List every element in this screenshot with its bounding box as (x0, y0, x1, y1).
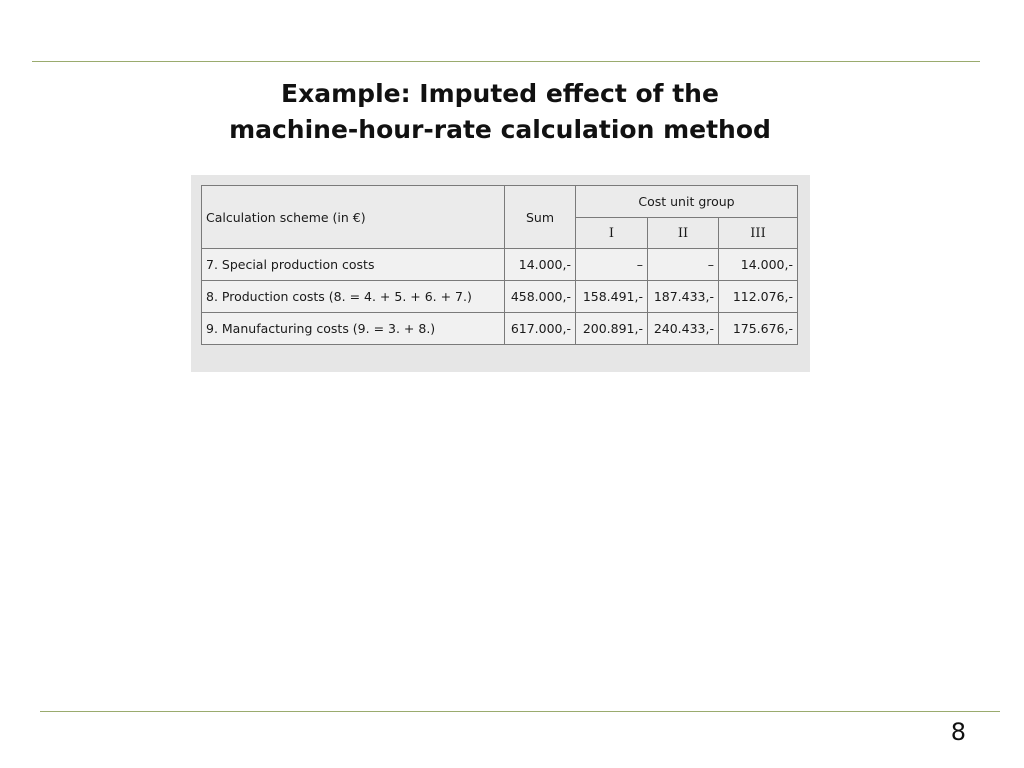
table-image-panel (191, 175, 810, 372)
row-group-ii: – (648, 249, 719, 281)
row-label: 8. Production costs (8. = 4. + 5. + 6. + 7.) (202, 281, 505, 313)
slide-title-line-1: Example: Imputed effect of the (281, 79, 719, 108)
page-number: 8 (950, 718, 966, 746)
header-group-iii: III (719, 218, 798, 249)
header-group-ii: II (648, 218, 719, 249)
header-group-i: I (576, 218, 648, 249)
header-sum: Sum (505, 186, 576, 249)
row-group-iii: 175.676,- (719, 313, 798, 345)
row-group-iii: 112.076,- (719, 281, 798, 313)
row-group-i: – (576, 249, 648, 281)
row-sum: 14.000,- (505, 249, 576, 281)
slide-title (0, 76, 1000, 148)
table-header-row (202, 186, 798, 218)
header-calculation-scheme: Calculation scheme (in €) (202, 186, 505, 249)
row-group-iii: 14.000,- (719, 249, 798, 281)
table-row (202, 249, 798, 281)
table-row (202, 281, 798, 313)
row-group-i: 158.491,- (576, 281, 648, 313)
row-sum: 617.000,- (505, 313, 576, 345)
row-label: 7. Special production costs (202, 249, 505, 281)
row-label: 9. Manufacturing costs (9. = 3. + 8.) (202, 313, 505, 345)
row-group-ii: 187.433,- (648, 281, 719, 313)
table-row (202, 313, 798, 345)
bottom-divider (40, 711, 1000, 712)
header-cost-unit-group: Cost unit group (576, 186, 798, 218)
row-group-i: 200.891,- (576, 313, 648, 345)
row-group-ii: 240.433,- (648, 313, 719, 345)
cost-calculation-table (201, 185, 798, 345)
slide-title-line-2: machine-hour-rate calculation method (229, 115, 771, 144)
row-sum: 458.000,- (505, 281, 576, 313)
top-divider (32, 61, 980, 62)
